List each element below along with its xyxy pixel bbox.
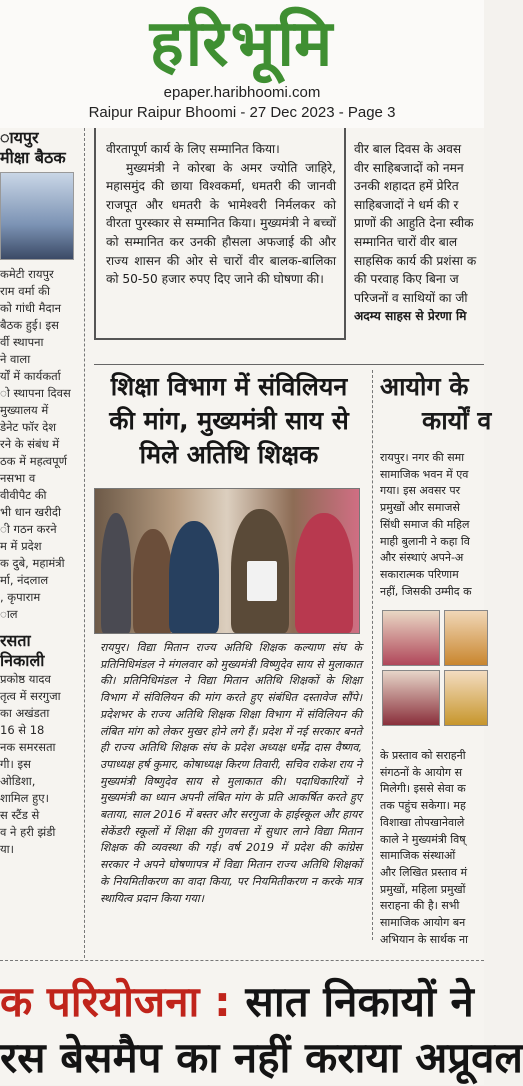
top-right-story — [350, 128, 484, 340]
boxed-story — [94, 128, 346, 340]
top-right-line: सम्मानित चारों वीर बाल — [354, 234, 458, 249]
section-divider — [94, 364, 484, 365]
left-story-line: ाल — [0, 607, 18, 621]
side-story-line: प्रमुखों, महिला प्रमुखों — [380, 882, 466, 896]
left-story-line: स स्टैंड से — [0, 808, 40, 822]
bottom-headline-black: सात निकायों ने — [230, 977, 474, 1026]
top-right-line: उनकी शहादत हमें प्रेरित — [354, 179, 459, 194]
top-right-line: प्राणों की आहुति देना स्वीक — [354, 216, 474, 231]
side-story-line: सिंधी समाज की महिल — [380, 517, 470, 531]
bottom-headline-red: क परियोजना : — [0, 977, 231, 1026]
left-story-line: मुख्यालय में — [0, 403, 49, 417]
left-story-line: या। — [0, 842, 15, 856]
photo-document — [247, 561, 277, 601]
left-story-line: ो स्थापना दिवस — [0, 386, 71, 400]
left-story-line: र्वी स्थापना — [0, 335, 44, 349]
left-story-line: भी धान खरीदी — [0, 505, 61, 519]
left-story-line: ओडिशा, — [0, 774, 36, 788]
side-story-headline — [380, 370, 492, 438]
left-story-line: नसभा व — [0, 471, 36, 485]
side-story-line: और संस्थाएं अपने-अ — [380, 551, 464, 565]
newspaper-logo: हरिभूमि — [149, 7, 335, 81]
side-story-line: विशाखा तोपखानेवाले — [380, 815, 465, 829]
portrait-photo — [382, 670, 440, 726]
side-story-line: सामाजिक संस्थाओं — [380, 849, 456, 863]
left-story-line: ी गठन करने — [0, 522, 57, 536]
side-story-line: सामाजिक आयोग बन — [380, 916, 466, 930]
photo-figure — [133, 529, 173, 633]
top-right-line: की परवाह किए बिना ज — [354, 272, 459, 287]
left-story-line: रने के संबंध में — [0, 437, 60, 451]
left-heading-1-line-1: ायपुर — [0, 128, 39, 147]
main-story-photo — [94, 488, 360, 634]
side-story-line: माही बुलानी ने कहा वि — [380, 534, 470, 548]
left-story-line: नक समरसता — [0, 740, 56, 754]
side-story-line: रायपुर। नगर की समा — [380, 451, 465, 464]
side-story-line: तक पहुंच सकेगा। मह — [380, 799, 466, 813]
main-story-body — [100, 640, 362, 907]
top-right-bold-line: अदम्य साहस से प्रेरणा मि — [354, 309, 467, 324]
section-divider — [0, 960, 484, 961]
side-story-line: संगठनों के आयोग स — [380, 765, 463, 779]
side-headline-line-2: कार्यों व — [422, 406, 492, 435]
side-story-line: सामाजिक भवन में एव — [380, 467, 469, 481]
side-story-line: प्रमुखों और समाजसे — [380, 501, 460, 515]
left-story-line: , कृपाराम — [0, 590, 41, 604]
top-right-line: वीर बाल दिवस के अवस — [354, 142, 462, 156]
left-heading-1-line-2: मीक्षा बैठक — [0, 148, 66, 167]
boxed-story-paragraph: मुख्यमंत्री ने कोरबा के अमर ज्योति जाहिरे, महासमुंद की छाया विश्वकर्मा, धमतरी की जानवी राजपूत और धमतरी के भामेश्वरी निर्मलकर को वीरता पुरस्कार से सम्मानित किया। मुख्यमंत्री ने बच्चों को सम्मानित कर उनकी हौसला अफजाई की और राज्य शासन की ओर से चारों वीर बालक-बालिका को 50-50 हजार रुपए दिए जाने की घोषणा की। — [106, 160, 336, 287]
column-divider — [84, 128, 85, 958]
left-story-line: व ने हरी झंडी — [0, 825, 56, 839]
bottom-headline — [0, 974, 523, 1086]
side-story-body — [380, 450, 484, 600]
side-story-line: अभियान के सार्थक ना — [380, 932, 468, 946]
side-story-line: काले ने मुख्यमंत्री विष् — [380, 832, 466, 846]
side-story-line: के प्रस्ताव को सराहनी — [380, 749, 466, 762]
left-story-line: कमेटी रायपुर — [0, 267, 54, 281]
left-story-line: ने वाला — [0, 352, 31, 366]
left-story-line: का अखंडता — [0, 706, 50, 720]
left-story-2-body — [0, 671, 80, 858]
main-story-headline: शिक्षा विभाग में संविलियन की मांग, मुख्यमंत्री साय से मिले अतिथि शिक्षक — [109, 372, 349, 469]
side-story-photos — [382, 610, 484, 726]
side-story-line: और लिखित प्रस्ताव मं — [380, 865, 468, 879]
left-story-line: प्रकोष्ठ यादव — [0, 672, 51, 686]
newspaper-page — [0, 128, 523, 1085]
photo-figure — [169, 521, 219, 633]
left-story-line: क दुबे, महामंत्री — [0, 556, 65, 570]
bottom-headline-line-2: रस बेसमैप का नहीं कराया अप्रूवल — [0, 1033, 523, 1082]
left-photo — [0, 172, 74, 260]
left-story-line: 16 से 18 — [0, 723, 45, 737]
photo-figure — [101, 513, 131, 633]
top-right-line: साहसिक कार्य की प्रशंसा क — [354, 253, 477, 268]
left-story-line: म में प्रदेश — [0, 539, 42, 553]
left-story-line: तृत्व में सरगुजा — [0, 689, 61, 703]
left-story-line: र्यों में कार्यकर्ता — [0, 369, 61, 383]
left-story-line: र्मा, नंदलाल — [0, 573, 49, 587]
left-story-line: बैठक हुई। इस — [0, 318, 59, 332]
site-url[interactable]: epaper.haribhoomi.com — [163, 84, 321, 101]
edition-line: Raipur Raipur Bhoomi - 27 Dec 2023 - Page 3 — [88, 104, 396, 121]
top-right-line: परिजनों व साथियों का जी — [354, 290, 468, 305]
top-right-line: वीर साहिबजादों को नमन — [354, 160, 464, 175]
side-story-line: नहीं, जिसकी उम्मीद क — [380, 584, 472, 598]
top-right-line: साहिबजादों ने धर्म की र — [354, 197, 459, 212]
left-heading-2-line-1: रसता — [0, 631, 31, 650]
side-story-body-2 — [380, 748, 484, 948]
left-story-line: शामिल हुए। — [0, 791, 49, 805]
side-story-line: सकारात्मक परिणाम — [380, 567, 459, 581]
left-story-line: ठक में महत्वपूर्ण — [0, 454, 67, 468]
left-story-line: को गांधी मैदान — [0, 301, 61, 315]
left-column — [0, 128, 80, 958]
portrait-photo — [444, 610, 488, 666]
left-story-1-body — [0, 266, 80, 623]
masthead — [0, 0, 484, 128]
left-heading-2-line-2: निकाली — [0, 651, 45, 670]
left-story-line: वीवीपैट की — [0, 488, 47, 502]
photo-figure — [295, 513, 353, 633]
left-story-line: राम वर्मा की — [0, 284, 50, 298]
main-story-text: रायपुर। विद्या मितान राज्य अतिथि शिक्षक कल्याण संघ के प्रतिनिधिमंडल ने मंगलवार को मुख्यमंत्री विष्णुदेव साय से मुलाकात की। प्रतिनिधिमंडल ने विद्या मितान अतिथि शिक्षकों के शिक्षा विभाग में संविलियन की मांग करते हुए संबंधित दस्तावेज सौंपे। प्रदेशभर के राज्य अतिथि शिक्षक शिक्षा विभाग में संविलियन की लंबित मांग को लेकर मुखर होने लगे हैं। प्रदेश में नई सरकार बनते ही राज्य अतिथि शिक्षक संघ के प्रदेश अध्यक्ष धर्मेंद्र दास वैष्णव, उपाध्यक्ष हर्ष कुमार, कोषाध्यक्ष किरण तिवारी, सचिव राकेश राय ने मुख्यमंत्री विष्णुदेव साय से मुलाकात की। पदाधिकारियों ने मुख्यमंत्री का ध्यान अपनी लंबित मांग के प्रति आकर्षित करते हुए बताया, साल 2016 में बस्तर और सरगुजा के हाईस्कूल और हायर सेकेंडरी स्कूलों में शिक्षा की गुणवत्ता में सुधार लाने विद्या मितान शिक्षक की व्यवस्था की गई। वर्ष 2019 में प्रदेश की कांग्रेस सरकार ने अपने घोषणापत्र में विद्या मितान राज्य अतिथि शिक्षकों के नियमितीकरण का वादा किया, पर नियमितीकरण न करके मात्र स्थायित्व प्रदान किया गया। — [100, 641, 362, 905]
column-divider — [372, 370, 373, 940]
side-story-line: मिलेगी। इससे सेवा क — [380, 782, 466, 796]
side-story-line: सराहना की है। सभी — [380, 899, 460, 913]
left-story-line: डेनेट फॉर देश — [0, 420, 57, 434]
side-headline-line-1: आयोग के — [380, 372, 469, 401]
portrait-photo — [382, 610, 440, 666]
side-story-line: गया। इस अवसर पर — [380, 484, 461, 498]
portrait-photo — [444, 670, 488, 726]
boxed-story-paragraph: वीरतापूर्ण कार्य के लिए सम्मानित किया। — [106, 142, 280, 156]
left-story-line: गी। इस — [0, 757, 31, 771]
